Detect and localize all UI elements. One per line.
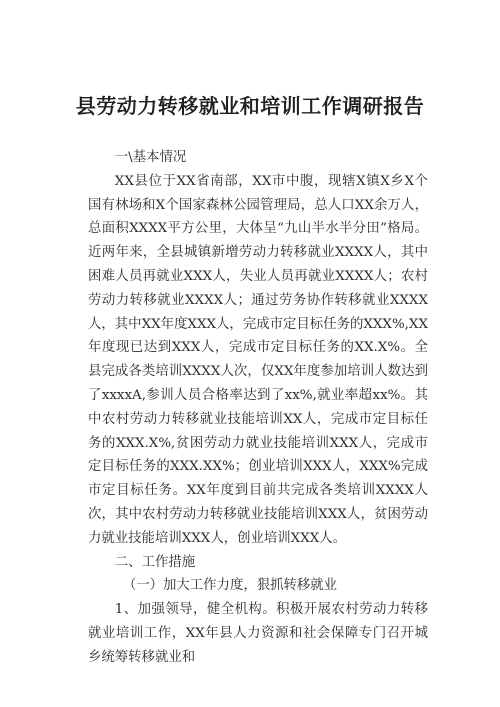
paragraph-basic-situation: XX县位于XX省南部，XX市中腹，现辖X镇X乡X个国有林场和X个国家森林公园管理局，总人口XX余万人，总面积XXXX平方公里，大体呈“九山半水半分田”格局。近两年来，全县城镇新增劳动力转移就业XXXX人，其中困难人员再就业XXX人，失业人员再就业XXXX人；农村劳动力转移就业XXXX人；通过劳务协作转移就业XXXX人，其中XX年度XXX人，完成市定目标任务的XXX%,XX年度现已达到XXX人，完成市定目标任务的XX.X%。全县完成各类培训XXXX人次，仅XX年度参加培训人数达到了xxxxA,参训人员合格率达到了xx%,就业率超xx%。其中农村劳动力转移就业技能培训XX人，完成市定目标任务的XXX.X%,贫困劳动力就业技能培训XXX人，完成市定目标任务的XXX.XX%；创业培训XXX人，XXX%完成市定目标任务。XX年度到目前共完成各类培训XXXX人次，其中农村劳动力转移就业技能培训XXX人，贫困劳动力就业技能培训XXX人，创业培训XXX人。 (88, 173, 428, 546)
section-heading-basic-situation: 一\基本情况 (114, 150, 187, 165)
paragraph-leadership: 1、加强领导，健全机构。积极开展农村劳动力转移就业培训工作，XX年县人力资源和社会保障专门召开城乡统筹转移就业和 (88, 602, 428, 665)
section-heading-work-measures: 二、工作措施 (114, 554, 196, 570)
document-title: 县劳动力转移就业和培训工作调研报告 (75, 94, 425, 118)
document-body (88, 146, 428, 670)
subsection-heading-work-intensity: （一）加大工作力度，狠抓转移就业 (122, 578, 338, 594)
